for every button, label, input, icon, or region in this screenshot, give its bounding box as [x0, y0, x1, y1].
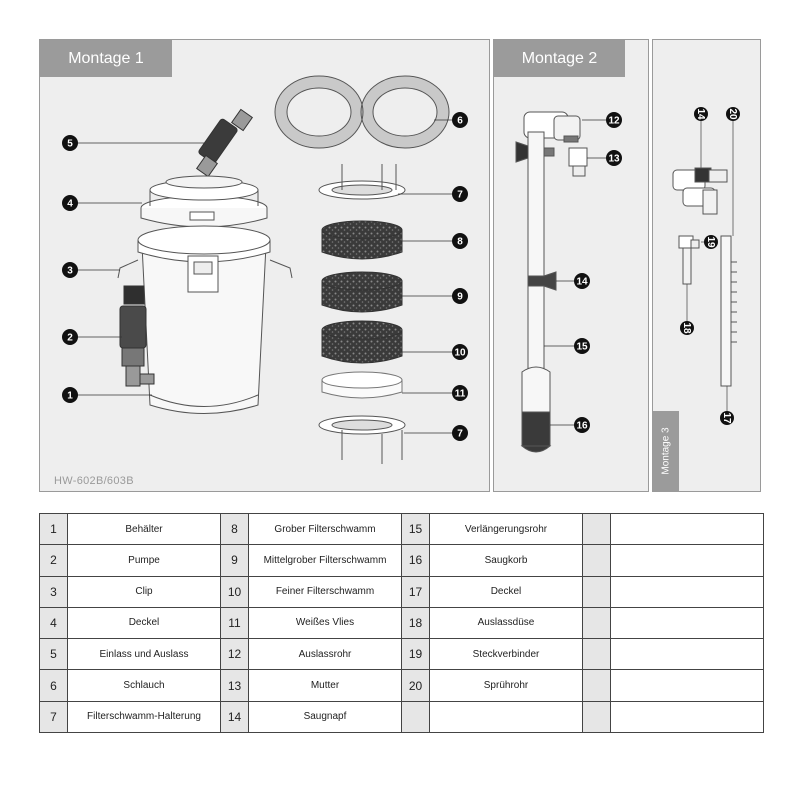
- callout-18: [680, 321, 694, 335]
- svg-text:16: 16: [576, 420, 588, 432]
- callout-19: [704, 235, 718, 249]
- callout-9: [452, 288, 468, 304]
- svg-text:8: 8: [457, 236, 463, 248]
- nozzle-drawing: [679, 236, 699, 284]
- svg-text:5: 5: [67, 138, 73, 150]
- callout-4: [62, 195, 78, 211]
- svg-text:1: 1: [67, 390, 73, 402]
- part-number-cell: [583, 701, 611, 732]
- callout-20: [726, 107, 740, 121]
- part-name-cell: Steckverbinder: [430, 639, 583, 670]
- svg-text:11: 11: [454, 388, 466, 400]
- part-name-cell: Clip: [68, 576, 221, 607]
- part-number-cell: 15: [402, 514, 430, 545]
- white-fleece-drawing: [322, 372, 402, 398]
- filter-holder-bottom-drawing: [319, 416, 405, 464]
- part-number-cell: 2: [40, 545, 68, 576]
- part-name-cell: Sprührohr: [430, 670, 583, 701]
- part-name-cell: Filterschwamm-Halterung: [68, 701, 221, 732]
- part-name-cell: Mittelgrober Filterschwamm: [249, 545, 402, 576]
- svg-text:13: 13: [608, 153, 620, 165]
- part-name-cell: [430, 701, 583, 732]
- part-number-cell: [583, 576, 611, 607]
- table-row: [40, 607, 764, 638]
- svg-text:9: 9: [457, 291, 463, 303]
- svg-text:14: 14: [576, 276, 588, 288]
- callout-7-bottom: [452, 425, 468, 441]
- callout-11: [452, 385, 468, 401]
- callout-14: [574, 273, 590, 289]
- part-name-cell: [611, 514, 764, 545]
- svg-text:3: 3: [67, 265, 73, 277]
- model-number: HW-602B/603B: [54, 475, 134, 487]
- part-number-cell: [583, 514, 611, 545]
- svg-text:19: 19: [705, 236, 716, 248]
- montage-3-title: Montage 3: [653, 411, 679, 491]
- coarse-sponge-drawing: [322, 221, 402, 259]
- svg-text:12: 12: [608, 115, 620, 127]
- table-row: [40, 670, 764, 701]
- part-name-cell: Verlängerungsrohr: [430, 514, 583, 545]
- medium-sponge-drawing: [322, 272, 402, 312]
- part-name-cell: Auslassrohr: [249, 639, 402, 670]
- part-name-cell: [611, 670, 764, 701]
- part-number-cell: 20: [402, 670, 430, 701]
- part-number-cell: 4: [40, 607, 68, 638]
- part-number-cell: 3: [40, 576, 68, 607]
- callout-10: [452, 344, 468, 360]
- fine-sponge-drawing: [322, 321, 402, 363]
- svg-text:7: 7: [457, 189, 463, 201]
- callout-17: [720, 411, 734, 425]
- part-name-cell: Behälter: [68, 514, 221, 545]
- svg-text:7: 7: [457, 428, 463, 440]
- svg-text:17: 17: [721, 412, 732, 424]
- table-row: [40, 639, 764, 670]
- lid-drawing: [141, 176, 267, 227]
- montage-3-panel: [652, 39, 761, 492]
- part-number-cell: 19: [402, 639, 430, 670]
- part-number-cell: [402, 701, 430, 732]
- table-row: [40, 545, 764, 576]
- part-name-cell: Mutter: [249, 670, 402, 701]
- svg-text:6: 6: [457, 115, 463, 127]
- callout-8: [452, 233, 468, 249]
- spray-pipe-drawing: [721, 236, 737, 386]
- part-name-cell: Feiner Filterschwamm: [249, 576, 402, 607]
- part-name-cell: [611, 639, 764, 670]
- strainer-drawing: [522, 367, 550, 452]
- callout-3: [62, 262, 78, 278]
- part-number-cell: 10: [221, 576, 249, 607]
- part-number-cell: [583, 670, 611, 701]
- part-number-cell: 6: [40, 670, 68, 701]
- part-name-cell: Saugnapf: [249, 701, 402, 732]
- callout-13: [606, 150, 622, 166]
- part-number-cell: 12: [221, 639, 249, 670]
- part-number-cell: 11: [221, 607, 249, 638]
- parts-table: [39, 513, 764, 733]
- svg-text:18: 18: [681, 322, 692, 334]
- montage-1-drawing: [40, 40, 491, 493]
- part-name-cell: Grober Filterschwamm: [249, 514, 402, 545]
- callout-15: [574, 338, 590, 354]
- part-number-cell: [583, 639, 611, 670]
- callout-7-top: [452, 186, 468, 202]
- part-number-cell: 8: [221, 514, 249, 545]
- part-number-cell: 17: [402, 576, 430, 607]
- callout-6: [452, 112, 468, 128]
- part-name-cell: [611, 607, 764, 638]
- part-number-cell: 13: [221, 670, 249, 701]
- inlet-outlet-drawing: [197, 109, 253, 176]
- part-name-cell: Deckel: [430, 576, 583, 607]
- callout-12: [606, 112, 622, 128]
- nut-drawing: [569, 148, 587, 176]
- svg-text:10: 10: [454, 347, 466, 359]
- callout-14-montage-3: [694, 107, 708, 121]
- part-number-cell: 14: [221, 701, 249, 732]
- part-number-cell: [583, 607, 611, 638]
- part-number-cell: 5: [40, 639, 68, 670]
- montage-2-drawing: [494, 40, 650, 493]
- elbow-connector-drawing: [673, 168, 727, 214]
- montage-2-title: Montage 2: [494, 40, 625, 77]
- callout-16: [574, 417, 590, 433]
- table-row: [40, 701, 764, 732]
- part-name-cell: Pumpe: [68, 545, 221, 576]
- svg-text:14: 14: [695, 108, 706, 120]
- svg-text:2: 2: [67, 332, 73, 344]
- svg-text:15: 15: [576, 341, 588, 353]
- part-name-cell: [611, 701, 764, 732]
- montage-1-title: Montage 1: [40, 40, 172, 77]
- part-name-cell: [611, 576, 764, 607]
- part-number-cell: 9: [221, 545, 249, 576]
- filter-holder-top-drawing: [319, 164, 405, 199]
- part-name-cell: [611, 545, 764, 576]
- part-number-cell: 16: [402, 545, 430, 576]
- svg-text:4: 4: [67, 198, 73, 210]
- part-number-cell: 7: [40, 701, 68, 732]
- table-row: [40, 514, 764, 545]
- part-name-cell: Auslassdüse: [430, 607, 583, 638]
- hose-drawing: [275, 76, 449, 148]
- part-name-cell: Weißes Vlies: [249, 607, 402, 638]
- part-name-cell: Einlass und Auslass: [68, 639, 221, 670]
- callout-1: [62, 387, 78, 403]
- part-number-cell: 18: [402, 607, 430, 638]
- table-row: [40, 576, 764, 607]
- part-number-cell: 1: [40, 514, 68, 545]
- part-number-cell: [583, 545, 611, 576]
- svg-text:20: 20: [727, 108, 738, 120]
- montage-1-panel: [39, 39, 490, 492]
- callout-5: [62, 135, 78, 151]
- part-name-cell: Deckel: [68, 607, 221, 638]
- montage-2-panel: [493, 39, 649, 492]
- extension-pipe-drawing: [528, 132, 544, 372]
- part-name-cell: Saugkorb: [430, 545, 583, 576]
- part-name-cell: Schlauch: [68, 670, 221, 701]
- callout-2: [62, 329, 78, 345]
